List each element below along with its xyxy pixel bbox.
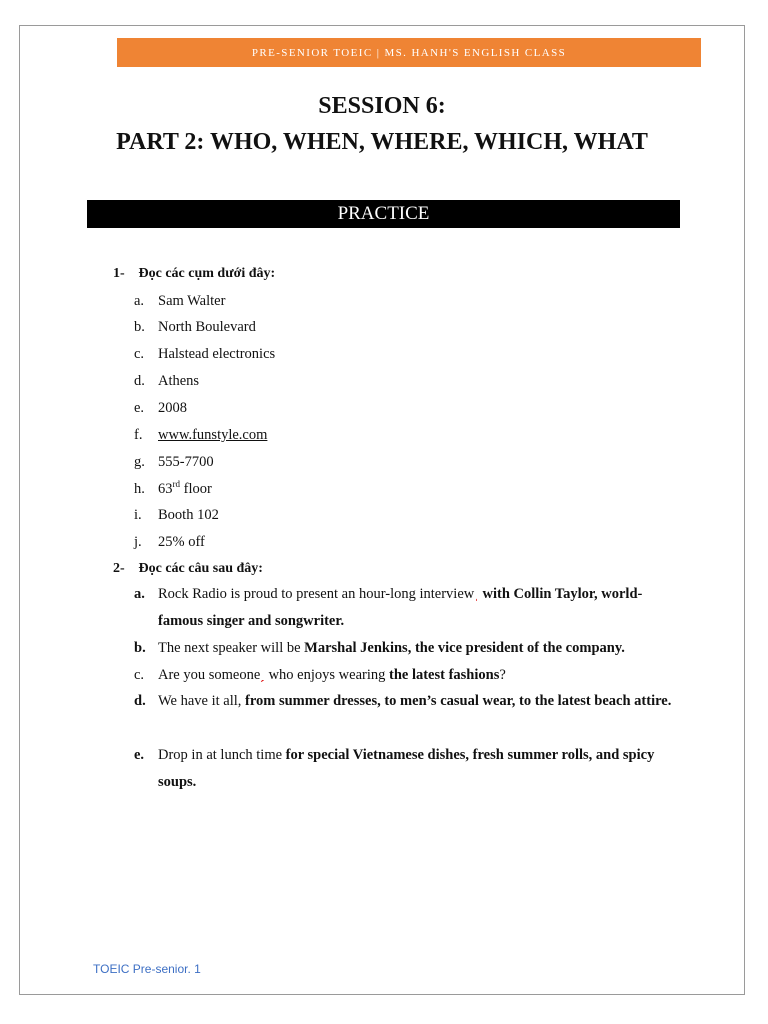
question-1-heading: [113, 266, 275, 282]
item-label: b.: [134, 319, 145, 335]
item-label: d.: [134, 693, 146, 709]
question-2-heading: [113, 561, 263, 577]
question-2-number: 2-: [113, 561, 125, 576]
question-1-number: 1-: [113, 266, 125, 281]
sentence-normal-2: who enjoys wearing: [264, 667, 389, 683]
item-label: a.: [134, 586, 145, 602]
pause-mark-icon: ˌ: [474, 587, 479, 602]
sentence-normal: The next speaker will be: [158, 640, 305, 656]
sentence-text: [158, 662, 678, 689]
session-title: SESSION 6:: [318, 93, 446, 119]
website-link[interactable]: www.funstyle.com: [158, 427, 268, 443]
item-label: f.: [134, 427, 143, 443]
sentence-normal: We have it all,: [158, 693, 246, 709]
item-label: c.: [134, 346, 145, 362]
ordinal-suffix: rd: [172, 479, 180, 490]
practice-label: PRACTICE: [337, 203, 430, 224]
sentence-text: [158, 688, 678, 715]
item-label: b.: [134, 640, 146, 656]
header-banner: [117, 38, 701, 67]
page-footer: TOEIC Pre-senior. 1: [93, 962, 201, 976]
item-text: North Boulevard: [158, 319, 256, 335]
item-label: j.: [134, 534, 142, 550]
sentence-bold: for special Vietnamese dishes, fresh summer rolls, and spicy soups.: [158, 747, 655, 790]
sentence-tail: ?: [499, 667, 506, 683]
item-label: e.: [134, 747, 145, 763]
item-label: g.: [134, 454, 145, 470]
item-text: 555-7700: [158, 454, 214, 470]
floor-word: floor: [180, 481, 212, 497]
question-2-text: Đọc các câu sau đây:: [138, 561, 263, 576]
sentence-bold: Marshal Jenkins, the vice president of the company.: [304, 640, 625, 656]
item-label: i.: [134, 507, 142, 523]
practice-bar: [87, 200, 680, 228]
item-text: [158, 476, 212, 503]
item-text: Sam Walter: [158, 293, 226, 309]
floor-number: 63: [158, 481, 173, 497]
sentence-text: [158, 742, 678, 796]
item-text: Halstead electronics: [158, 346, 276, 362]
header-banner-text: PRE-SENIOR TOEIC | MS. HANH'S ENGLISH CLASS: [251, 46, 567, 59]
part-title: PART 2: WHO, WHEN, WHERE, WHICH, WHAT: [116, 129, 648, 155]
item-label: c.: [134, 667, 145, 683]
item-text: Athens: [158, 373, 200, 389]
sentence-normal: Drop in at lunch time: [158, 747, 286, 763]
sentence-bold: from summer dresses, to men’s casual wear, to the latest beach attire.: [245, 693, 672, 709]
item-label: d.: [134, 373, 145, 389]
question-1-text: Đọc các cụm dưới đây:: [138, 266, 276, 281]
sentence-normal: Are you someone: [158, 667, 261, 683]
item-label: e.: [134, 400, 145, 416]
item-label: a.: [134, 293, 145, 309]
pause-mark-icon: ˏ: [260, 668, 265, 683]
sentence-bold: the latest fashions: [388, 667, 500, 683]
item-text: 2008: [158, 400, 187, 416]
sentence-text: [158, 635, 678, 662]
item-text: Booth 102: [158, 507, 219, 523]
document-page: [19, 25, 745, 995]
sentence-normal: Rock Radio is proud to present an hour-long interview: [158, 586, 475, 602]
sentence-bold: with Collin Taylor, world-famous singer and songwriter.: [158, 586, 643, 629]
item-text: 25% off: [158, 534, 205, 550]
item-label: h.: [134, 481, 145, 497]
sentence-text: [158, 581, 678, 635]
